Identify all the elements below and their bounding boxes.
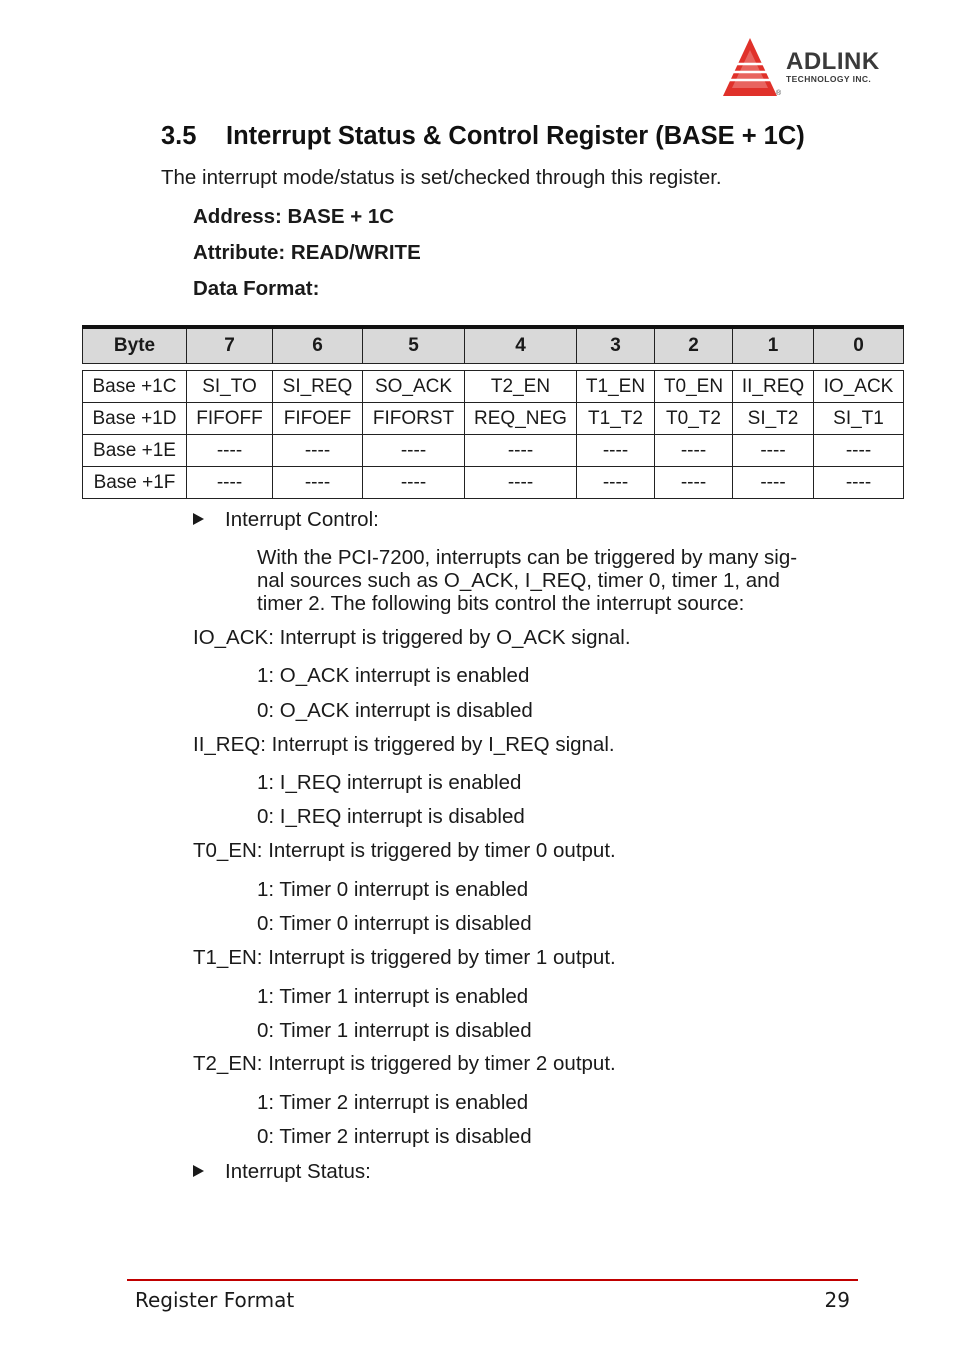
byte-address-cell: Base +1D: [83, 403, 187, 435]
interrupt-control-paragraph: With the PCI-7200, interrupts can be triggered by many sig- nal sources such as O_ACK, I_REQ, timer 0, timer 1, and timer 2. The following bits control the interrupt source:: [257, 546, 798, 615]
bit-cell: ----: [363, 467, 465, 499]
bit-cell: ----: [273, 467, 363, 499]
table-row: [83, 371, 904, 403]
bit-cell: T2_EN: [465, 371, 577, 403]
header-cell: 0: [814, 327, 904, 364]
logo-registered-mark: ®: [776, 90, 782, 97]
definition-disabled: 0: I_REQ interrupt is disabled: [257, 805, 525, 828]
section-number: 3.5: [161, 122, 197, 150]
data-format-label: Data Format:: [193, 277, 320, 300]
bit-cell: T1_T2: [577, 403, 655, 435]
definition-disabled: 0: O_ACK interrupt is disabled: [257, 699, 533, 722]
bullet-label: Interrupt Status:: [225, 1160, 371, 1183]
definition-enabled: 1: O_ACK interrupt is enabled: [257, 664, 530, 687]
definition-enabled: 1: Timer 1 interrupt is enabled: [257, 985, 529, 1008]
bit-cell: II_REQ: [733, 371, 814, 403]
byte-address-cell: Base +1F: [83, 467, 187, 499]
bit-cell: ----: [655, 467, 733, 499]
register-table: [82, 325, 904, 499]
footer-divider: [127, 1279, 858, 1281]
bit-cell: ----: [465, 435, 577, 467]
footer-page-number: 29: [824, 1288, 850, 1312]
bit-cell: ----: [187, 467, 273, 499]
bit-cell: SI_TO: [187, 371, 273, 403]
definition-enabled: 1: I_REQ interrupt is enabled: [257, 771, 522, 794]
header-cell: Byte: [83, 327, 187, 364]
attribute-label: Attribute: READ/WRITE: [193, 241, 421, 264]
byte-address-cell: Base +1C: [83, 371, 187, 403]
section-title: Interrupt Status & Control Register (BASE + 1C): [226, 122, 805, 150]
bit-cell: SI_T1: [814, 403, 904, 435]
bit-cell: ----: [363, 435, 465, 467]
header-cell: 7: [187, 327, 273, 364]
header-cell: 6: [273, 327, 363, 364]
definition-disabled: 0: Timer 0 interrupt is disabled: [257, 912, 532, 935]
bit-cell: FIFOEF: [273, 403, 363, 435]
header-cell: 3: [577, 327, 655, 364]
definition-title: II_REQ: Interrupt is triggered by I_REQ signal.: [193, 733, 615, 756]
definition-enabled: 1: Timer 2 interrupt is enabled: [257, 1091, 529, 1114]
bit-cell: ----: [733, 467, 814, 499]
bit-cell: ----: [655, 435, 733, 467]
bit-cell: SO_ACK: [363, 371, 465, 403]
header-cell: 2: [655, 327, 733, 364]
bullet-label: Interrupt Control:: [225, 508, 379, 531]
definition-enabled: 1: Timer 0 interrupt is enabled: [257, 878, 529, 901]
bit-cell: T0_T2: [655, 403, 733, 435]
address-label: Address: BASE + 1C: [193, 205, 395, 228]
definition-disabled: 0: Timer 1 interrupt is disabled: [257, 1019, 532, 1042]
bullet-triangle-icon: [193, 513, 204, 525]
header-cell: 4: [465, 327, 577, 364]
bit-cell: T0_EN: [655, 371, 733, 403]
bit-cell: ----: [577, 467, 655, 499]
bit-cell: ----: [814, 467, 904, 499]
bullet-interrupt-status: [193, 1160, 371, 1183]
bit-cell: ----: [814, 435, 904, 467]
bit-cell: SI_REQ: [273, 371, 363, 403]
definition-title: T1_EN: Interrupt is triggered by timer 1 output.: [193, 946, 616, 969]
bit-cell: ----: [733, 435, 814, 467]
bit-cell: T1_EN: [577, 371, 655, 403]
bit-cell: IO_ACK: [814, 371, 904, 403]
adlink-logo: [720, 36, 915, 100]
bit-cell: ----: [465, 467, 577, 499]
bit-cell: FIFORST: [363, 403, 465, 435]
byte-address-cell: Base +1E: [83, 435, 187, 467]
table-spacer: [83, 364, 904, 371]
bit-cell: ----: [187, 435, 273, 467]
bit-cell: ----: [577, 435, 655, 467]
logo-triangle-icon: [720, 36, 780, 98]
section-heading: [161, 121, 805, 151]
bit-cell: FIFOFF: [187, 403, 273, 435]
logo-wordmark: ADLINK: [786, 48, 880, 75]
table-row: [83, 435, 904, 467]
definition-title: T0_EN: Interrupt is triggered by timer 0 output.: [193, 839, 616, 862]
bullet-triangle-icon: [193, 1165, 204, 1177]
footer-section-name: Register Format: [135, 1288, 295, 1312]
definition-title: IO_ACK: Interrupt is triggered by O_ACK signal.: [193, 626, 631, 649]
definition-disabled: 0: Timer 2 interrupt is disabled: [257, 1125, 532, 1148]
header-cell: 1: [733, 327, 814, 364]
intro-text: The interrupt mode/status is set/checked through this register.: [161, 166, 722, 189]
table-row: [83, 403, 904, 435]
bit-cell: SI_T2: [733, 403, 814, 435]
definition-title: T2_EN: Interrupt is triggered by timer 2 output.: [193, 1052, 616, 1075]
bullet-interrupt-control: [193, 508, 379, 531]
table-row: [83, 467, 904, 499]
bit-cell: ----: [273, 435, 363, 467]
header-cell: 5: [363, 327, 465, 364]
bit-cell: REQ_NEG: [465, 403, 577, 435]
logo-subtitle: TECHNOLOGY INC.: [786, 74, 872, 84]
table-header-row: [83, 327, 904, 364]
